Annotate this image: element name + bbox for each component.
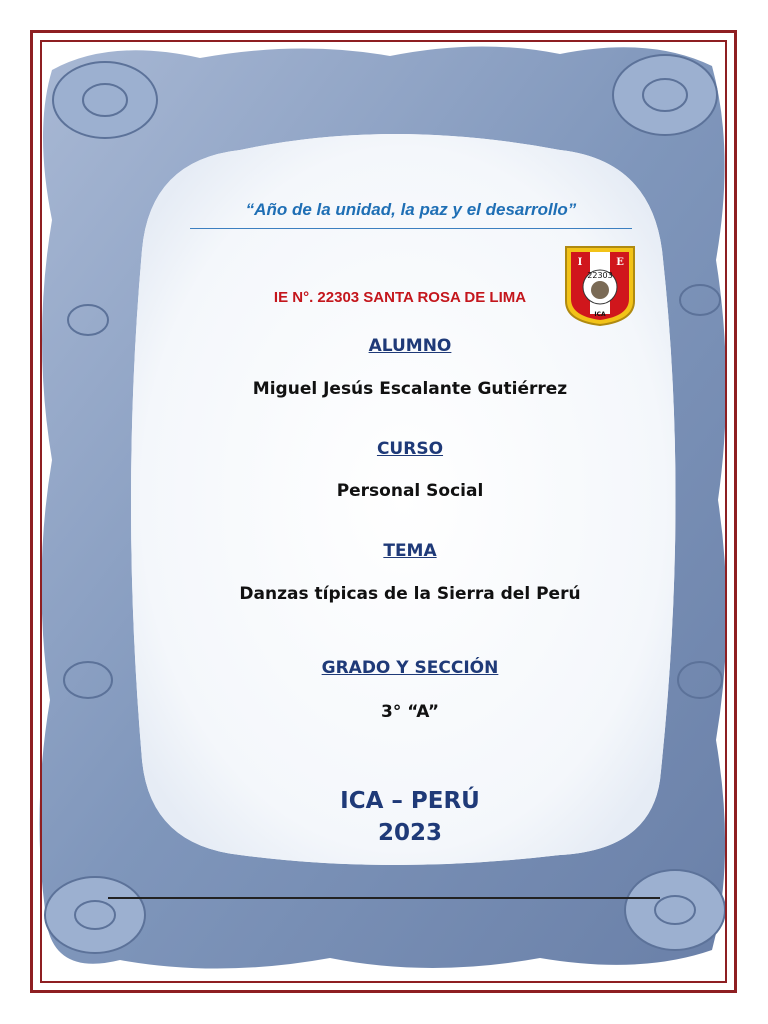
value-grado-seccion: 3° “A” — [381, 702, 439, 722]
bottom-rule — [108, 897, 660, 899]
heading-curso: CURSO — [376, 439, 444, 459]
heading-grado-seccion: GRADO Y SECCIÓN — [321, 658, 499, 678]
year-motto: “Año de la unidad, la paz y el desarrollo” — [245, 200, 577, 219]
motto-underline — [190, 228, 632, 229]
crest-city: ICA — [594, 311, 606, 318]
school-crest-logo — [564, 245, 636, 327]
crest-number: 22303 — [587, 271, 613, 280]
school-name: IE N°. 22303 SANTA ROSA DE LIMA — [273, 289, 527, 306]
place-name: ICA – PERÚ — [340, 788, 480, 814]
crest-letter-i: I — [577, 257, 583, 268]
heading-alumno: ALUMNO — [368, 336, 452, 356]
heading-tema: TEMA — [383, 541, 437, 561]
crest-letter-e: E — [616, 257, 624, 268]
year: 2023 — [377, 820, 442, 846]
value-tema: Danzas típicas de la Sierra del Perú — [239, 584, 581, 604]
value-curso: Personal Social — [336, 481, 484, 501]
value-alumno: Miguel Jesús Escalante Gutiérrez — [252, 379, 568, 399]
crest-portrait-icon — [591, 281, 609, 299]
